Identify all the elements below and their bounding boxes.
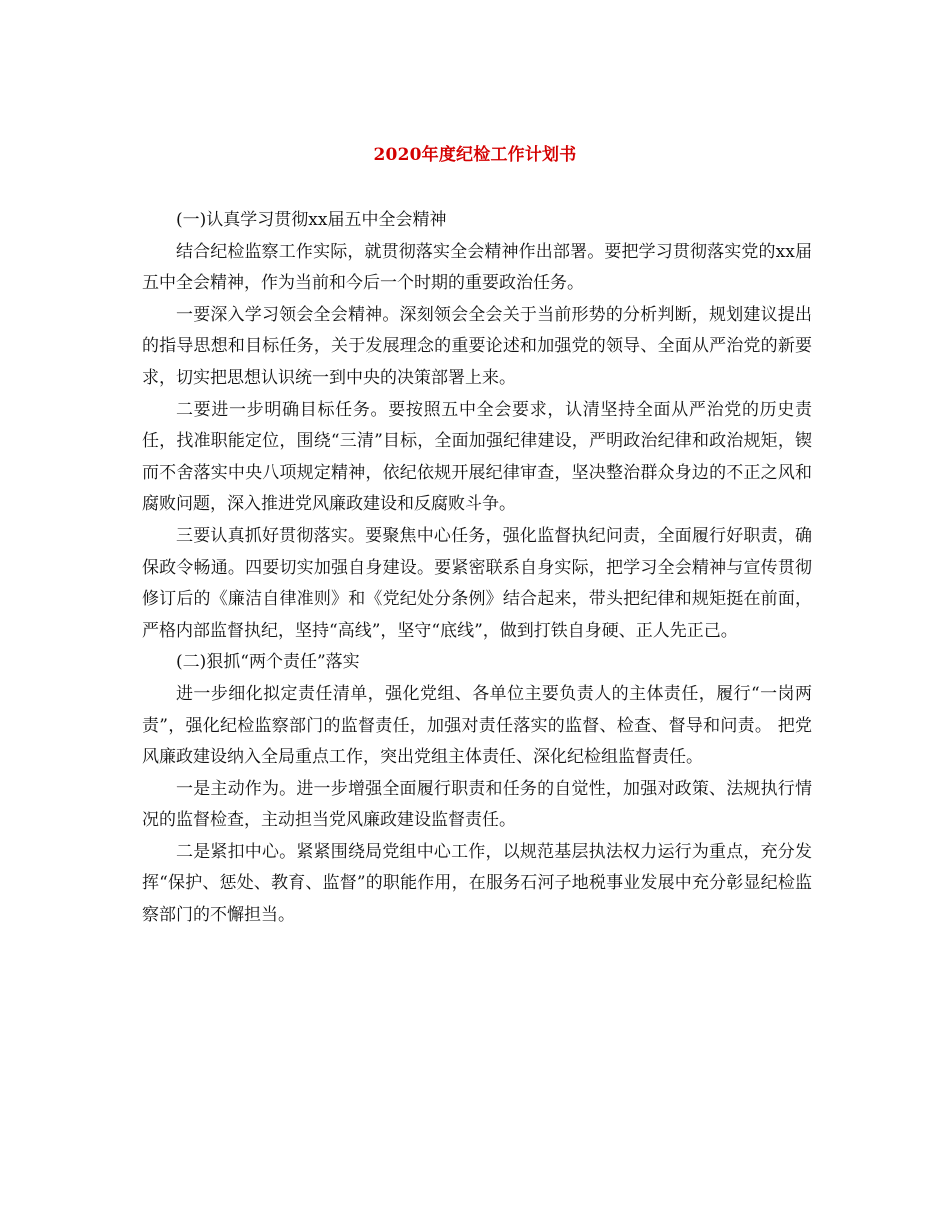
paragraph: 三要认真抓好贯彻落实。要聚焦中心任务，强化监督执纪问责，全面履行好职责，确保政令畅通。四要切实加强自身建设。要紧密联系自身实际，把学习全会精神与宣传贯彻修订后的《廉洁自律准则》和《党纪处分条例》结合起来，带头把纪律和规矩挺在前面，严格内部监督执纪，坚持“高线”，坚守“底线”，做到打铁自身硬、正人先正己。 [142, 525, 812, 641]
paragraph: 一要深入学习领会全会精神。深刻领会全会关于当前形势的分析判断，规划建议提出的指导思想和目标任务，关于发展理念的重要论述和加强党的领导、全面从严治党的新要求，切实把思想认识统一到中央的决策部署上来。 [142, 304, 812, 388]
document-title: 2020年度纪检工作计划书 [373, 145, 577, 165]
paragraph: 二是紧扣中心。紧紧围绕局党组中心工作，以规范基层执法权力运行为重点，充分发挥“保护、惩处、教育、监督”的职能作用，在服务石河子地税事业发展中充分彰显纪检监察部门的不懈担当。 [142, 841, 812, 926]
section-heading-2: (二)狠抓“两个责任”落实 [176, 652, 360, 673]
paragraph: 一是主动作为。进一步增强全面履行职责和任务的自觉性，加强对政策、法规执行情况的监督检查，主动担当党风廉政建设监督责任。 [142, 778, 812, 831]
paragraph: 二要进一步明确目标任务。要按照五中全会要求，认清坚持全面从严治党的历史责任，找准职能定位，围绕“三清”目标，全面加强纪律建设，严明政治纪律和政治规矩，锲而不舍落实中央八项规定精神，依纪依规开展纪律审查，坚决整治群众身边的不正之风和腐败问题，深入推进党风廉政建设和反腐败斗争。 [142, 399, 812, 515]
paragraph: 结合纪检监察工作实际，就贯彻落实全会精神作出部署。要把学习贯彻落实党的xx届五中全会精神，作为当前和今后一个时期的重要政治任务。 [142, 241, 812, 294]
paragraph: 进一步细化拟定责任清单，强化党组、各单位主要负责人的主体责任，履行“一岗两责”，强化纪检监察部门的监督责任，加强对责任落实的监督、检查、督导和问责。 把党风廉政建设纳入全局重点工作，突出党组主体责任、深化纪检组监督责任。 [142, 683, 812, 768]
document-body [142, 205, 812, 932]
section-heading-1: (一)认真学习贯彻xx届五中全会精神 [176, 210, 447, 230]
